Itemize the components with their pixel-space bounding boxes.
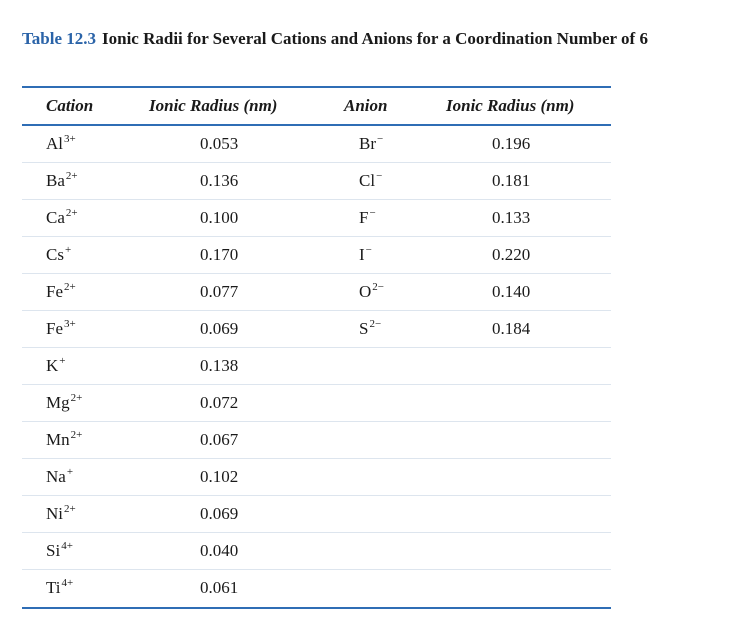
cation-radius-cell-text: 0.067 [200,430,239,449]
cation-radius-cell [200,311,238,347]
cation-radius-cell-text: 0.069 [200,504,239,523]
cation-cell [46,422,82,460]
anion-radius-cell [492,311,530,347]
cation-cell-charge: + [64,244,72,256]
anion-cell [359,422,360,460]
anion-cell-charge: 2− [369,318,382,330]
table-bottom-rule [22,607,611,609]
anion-cell-text: Br [359,134,376,153]
cation-radius-cell [200,126,238,162]
anion-cell [359,385,360,423]
anion-cell [359,348,360,386]
cation-cell-charge: + [59,355,66,367]
cation-cell [46,274,76,312]
cation-radius-cell [200,422,238,458]
cation-radius-cell [200,274,238,310]
anion-cell [359,570,360,608]
cation-cell-text: Mn [46,430,70,449]
ionic-radii-table [22,86,611,609]
header-cation: Cation [46,96,94,115]
cation-radius-cell-text: 0.170 [200,245,239,264]
anion-cell-charge: − [376,170,383,182]
cation-cell-text: Si [46,541,61,560]
cation-cell [46,348,66,386]
anion-cell [359,311,381,349]
cation-radius-cell [200,496,238,532]
cation-radius-cell [200,385,238,421]
table-row [22,274,611,311]
anion-cell-text: I [359,245,365,264]
anion-cell-charge: − [377,133,384,145]
table-row [22,163,611,200]
anion-radius-cell-text: 0.184 [492,319,531,338]
anion-radius-cell-text: 0.140 [492,282,531,301]
cation-radius-cell-text: 0.138 [200,356,239,375]
table-row [22,496,611,533]
cation-radius-cell-text: 0.069 [200,319,239,338]
cation-cell-charge: 4+ [61,577,74,589]
anion-cell [359,163,382,201]
anion-cell-charge: − [365,244,372,256]
cation-radius-cell [200,237,238,273]
anion-cell [359,496,360,534]
cation-radius-cell [200,459,238,495]
cation-cell [46,496,76,534]
cation-cell-text: Fe [46,282,63,301]
cation-cell-text: Ca [46,208,65,227]
anion-cell-text: O [359,282,372,301]
cation-cell-charge: 2+ [70,429,83,441]
cation-cell-text: Al [46,134,63,153]
anion-radius-cell [492,274,530,310]
table-caption [22,26,722,51]
cation-cell [46,533,73,571]
cation-cell [46,570,73,608]
cation-cell-text: Ni [46,504,63,523]
cation-radius-cell-text: 0.061 [200,578,239,597]
table-row [22,126,611,163]
anion-radius-cell-text: 0.196 [492,134,531,153]
anion-radius-cell-text: 0.181 [492,171,531,190]
cation-cell-charge: 2+ [64,503,76,515]
table-row [22,459,611,496]
cation-cell-charge: 2+ [70,392,83,404]
table-header-row [22,88,611,124]
table-row [22,237,611,274]
cation-radius-cell-text: 0.102 [200,467,239,486]
cation-radius-cell [200,570,238,606]
cation-cell-charge: 3+ [64,133,76,145]
header-cation-radius: Ionic Radius (nm) [149,96,278,115]
table-body [22,126,611,607]
cation-cell [46,126,76,164]
cation-cell-text: Cs [46,245,64,264]
anion-cell-text: F [359,208,369,227]
cation-radius-cell-text: 0.040 [200,541,239,560]
anion-radius-cell [492,126,530,162]
anion-cell-charge: − [369,207,376,219]
cation-cell-text: K [46,356,59,375]
header-anion: Anion [344,96,388,115]
table-row [22,570,611,607]
table-row [22,422,611,459]
cation-radius-cell-text: 0.077 [200,282,239,301]
table-row [22,533,611,570]
cation-cell [46,459,73,497]
cation-cell-charge: 2+ [64,281,76,293]
cation-cell-charge: 4+ [61,540,73,552]
table-row [22,200,611,237]
anion-radius-cell-text: 0.220 [492,245,531,264]
cation-radius-cell-text: 0.072 [200,393,239,412]
anion-cell [359,533,360,571]
cation-cell [46,385,82,423]
cation-radius-cell [200,163,238,199]
cation-cell [46,311,76,349]
cation-cell [46,163,78,201]
table-title: Ionic Radii for Several Cations and Anions for a Coordination Number of 6 [102,29,648,48]
cation-cell-text: Mg [46,393,70,412]
cation-radius-cell [200,348,238,384]
cation-cell-text: Na [46,467,66,486]
table-row [22,311,611,348]
cation-radius-cell-text: 0.136 [200,171,239,190]
cation-cell-charge: + [66,466,74,478]
header-anion-radius: Ionic Radius (nm) [446,96,575,115]
anion-cell-text: S [359,319,369,338]
cation-radius-cell [200,200,238,236]
cation-radius-cell-text: 0.100 [200,208,239,227]
cation-cell-charge: 3+ [64,318,76,330]
anion-cell [359,274,384,312]
anion-radius-cell [492,200,530,236]
anion-cell [359,237,372,275]
table-number: Table 12.3 [22,29,97,48]
anion-radius-cell-text: 0.133 [492,208,531,227]
cation-cell-charge: 2+ [65,207,78,219]
anion-radius-cell [492,237,530,273]
cation-cell-text: Fe [46,319,63,338]
cation-radius-cell-text: 0.053 [200,134,239,153]
cation-cell-text: Ba [46,171,65,190]
anion-cell [359,200,376,238]
anion-cell [359,459,360,497]
anion-cell-text: Cl [359,171,376,190]
anion-cell [359,126,383,164]
table-row [22,385,611,422]
anion-cell-charge: 2− [372,281,384,293]
cation-cell-charge: 2+ [65,170,78,182]
table-row [22,348,611,385]
cation-cell [46,237,71,275]
cation-cell [46,200,78,238]
cation-radius-cell [200,533,238,569]
cation-cell-text: Ti [46,578,61,597]
anion-radius-cell [492,163,530,199]
